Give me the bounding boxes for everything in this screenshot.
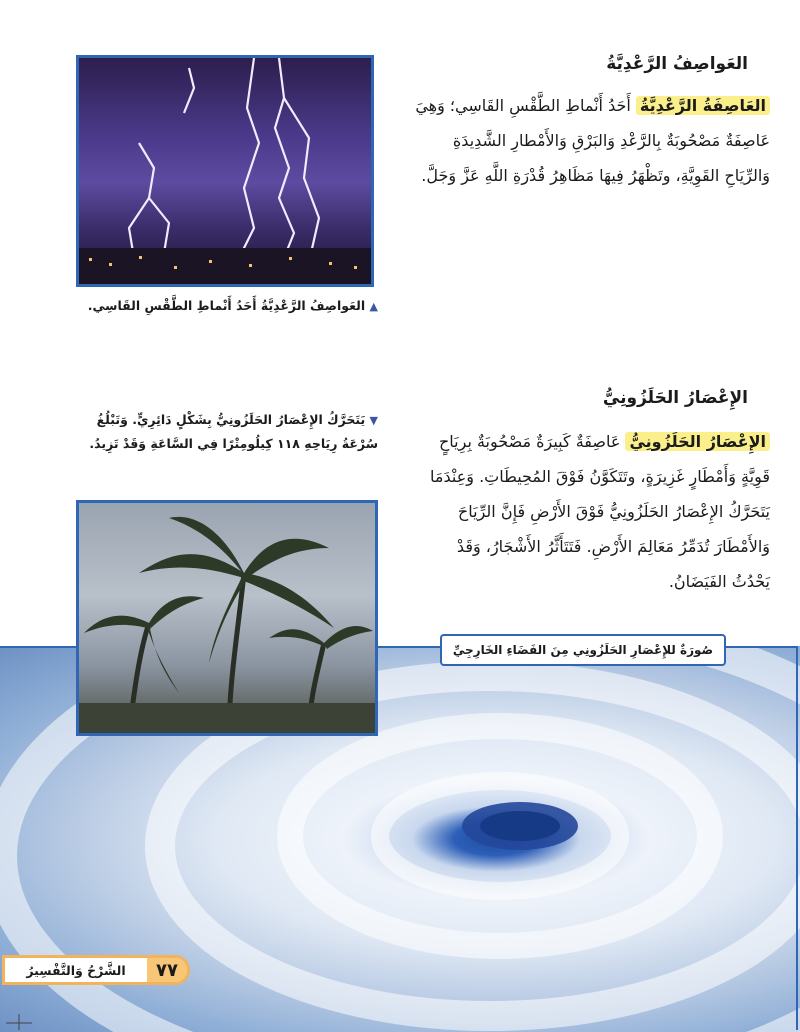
paragraph-thunderstorms-text: أَحَدُ أَنْماطِ الطَّقْسِ القَاسِي؛ وَهِيَ عَاصِفَةٌ مَصْحُوبَةٌ بِالرَّعْدِ وَالبَرْقِ وَالأَمْطارِ الشَّدِيدَةِ وَالرِّيَاحِ القَوِيَّةِ، وتَظْهَرُ فِيهَا مَظَاهِرُ قُدْرَةِ اللَّهِ عَزَّ وَجَلَّ. bbox=[415, 96, 770, 185]
section-label: الشَّرْحُ وَالتَّفْسِيرُ bbox=[26, 962, 126, 978]
section-title-thunderstorms: العَواصِفُ الرَّعْدِيَّةُ bbox=[606, 54, 748, 74]
paragraph-hurricane bbox=[415, 424, 770, 599]
caption-palm-photo bbox=[82, 408, 378, 455]
crop-mark-icon bbox=[6, 1014, 32, 1030]
lightning-photo bbox=[76, 55, 374, 287]
paragraph-thunderstorms bbox=[415, 88, 770, 193]
highlight-term-thunderstorm: العَاصِفَةُ الرَّعْدِيَّةُ bbox=[636, 96, 770, 115]
page-number: ٧٧ bbox=[147, 958, 187, 982]
palm-trees-storm-photo bbox=[76, 500, 378, 736]
highlight-term-hurricane: الإِعْصَارُ الحَلَزُونِيُّ bbox=[625, 432, 770, 451]
caption-lightning-text: العَواصِفُ الرَّعْدِيَّةُ أَحَدُ أَنْماطِ الطَّقْسِ القَاسِي. bbox=[87, 298, 366, 313]
paragraph-hurricane-text: عَاصِفَةٌ كَبِيرَةٌ مَصْحُوبَةٌ بِرِيَاحٍ قَوِيَّةٍ وَأَمْطَارٍ غَزِيرَةٍ، وتَتَكَوَّنُ فَوْقَ المُحِيطَاتِ. وَعِنْدَمَا يَتَحَرَّكُ الإِعْصَارُ الحَلَزُونِيُّ فَوْقَ الأَرْضِ فَإِنَّ الرِّيَاحَ وَالأَمْطَارَ تُدَمِّرُ مَعَالِمَ الأَرْضِ. فَتَتَأَثَّرُ الأَشْجَارُ، وَقَدْ يَحْدُثُ الفَيَضَانُ. bbox=[430, 432, 770, 591]
section-title-hurricane: الإِعْصَارُ الحَلَزُونِيُّ bbox=[602, 388, 748, 408]
triangle-down-icon: ▼ bbox=[369, 414, 378, 427]
page-number-tag bbox=[2, 955, 190, 985]
caption-lightning-photo bbox=[78, 294, 378, 319]
triangle-up-icon: ▲ bbox=[369, 300, 378, 313]
caption-space-photo-label: صُورَةٌ للإِعْصَارِ الحَلَزُونِي مِنَ الفَضَاءِ الخَارِجِيِّ bbox=[440, 634, 726, 666]
caption-palm-text: يَتَحَرَّكُ الإِعْصَارُ الحَلَزُونِيُّ بِشَكْلٍ دَائِرِيٍّ. وَتَبْلُغُ سُرْعَةُ رِيَاحِهِ ١١٨ كِيلُومِتْرًا فِي السَّاعَةِ وَقَدْ تَزِيدُ. bbox=[89, 412, 378, 451]
